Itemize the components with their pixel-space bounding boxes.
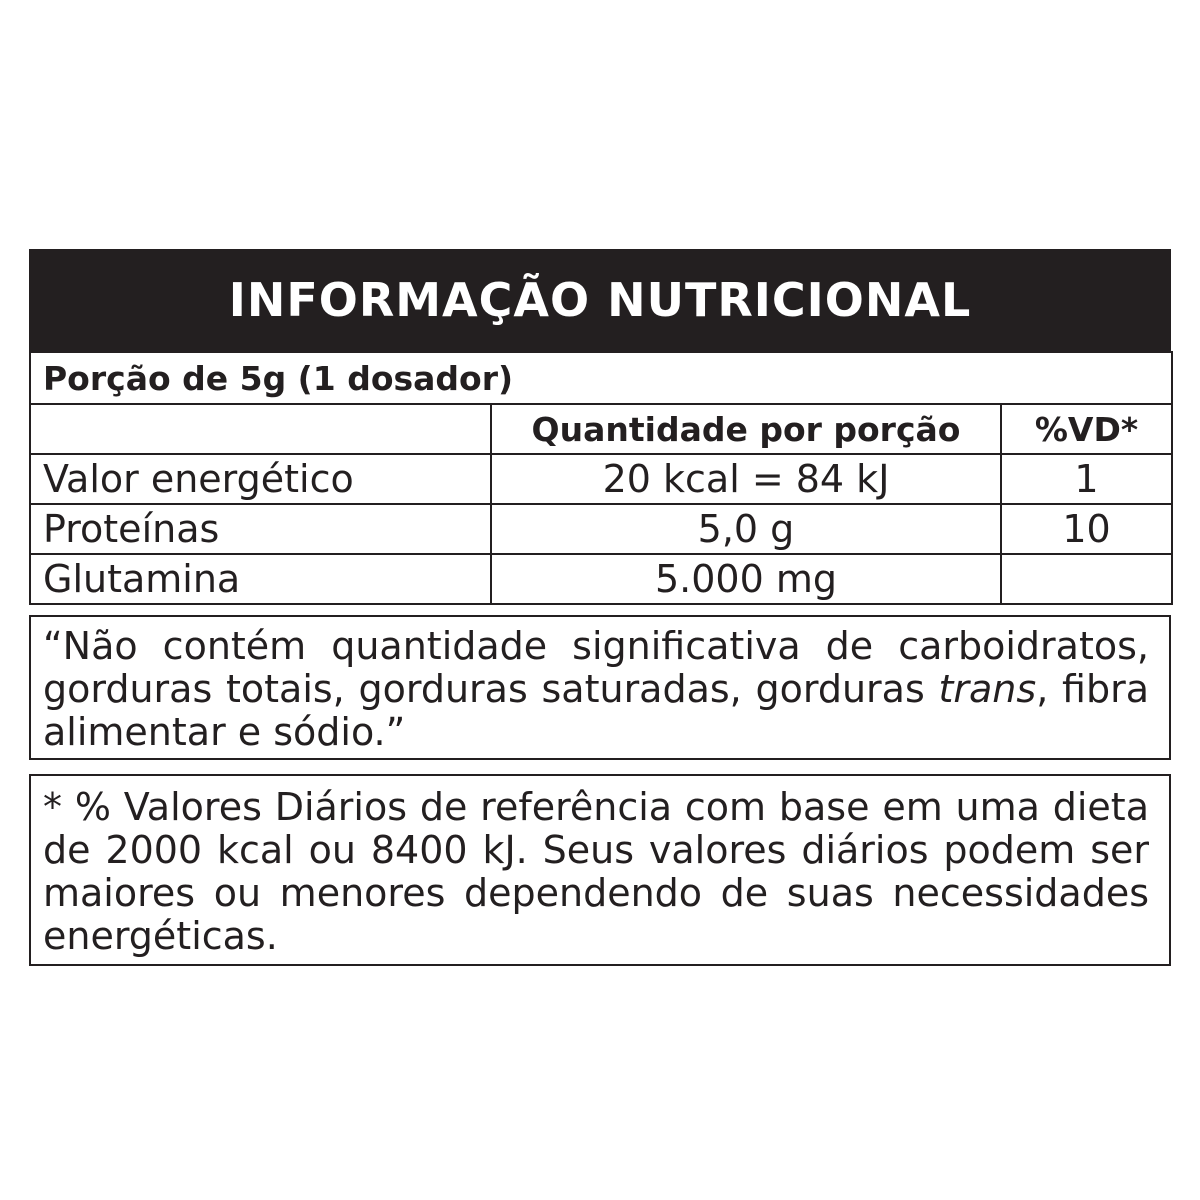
header-nutrient (30, 404, 491, 454)
nutrition-table (29, 351, 1173, 605)
title-bar (29, 249, 1171, 351)
note-text-italic: trans (938, 667, 1037, 711)
label-title: INFORMAÇÃO NUTRICIONAL (228, 273, 972, 327)
note-text-before: “Não contém quantidade significativa de carboidratos, gorduras totais, gorduras saturadas, gorduras (43, 624, 1149, 711)
table-row (30, 504, 1172, 554)
header-row (30, 404, 1172, 454)
row-amount: 20 kcal = 84 kJ (491, 454, 1001, 504)
row-nutrient: Glutamina (30, 554, 491, 604)
row-amount: 5,0 g (491, 504, 1001, 554)
portion-row (30, 352, 1172, 404)
row-dv: 10 (1001, 504, 1172, 554)
note-text-after: , fibra alimentar e sódio.” (43, 667, 1149, 754)
row-dv (1001, 554, 1172, 604)
not-contain-note (29, 615, 1171, 760)
header-amount: Quantidade por porção (491, 404, 1001, 454)
portion-text: Porção de 5g (1 dosador) (30, 352, 1172, 404)
nutrition-label (29, 249, 1171, 966)
row-amount: 5.000 mg (491, 554, 1001, 604)
row-nutrient: Proteínas (30, 504, 491, 554)
row-nutrient: Valor energético (30, 454, 491, 504)
daily-values-footnote: * % Valores Diários de referência com base em uma dieta de 2000 kcal ou 8400 kJ. Seus valores diários podem ser maiores ou menores dependendo de suas necessidades energéticas. (29, 774, 1171, 966)
table-row (30, 454, 1172, 504)
row-dv: 1 (1001, 454, 1172, 504)
header-dv: %VD* (1001, 404, 1172, 454)
table-row (30, 554, 1172, 604)
